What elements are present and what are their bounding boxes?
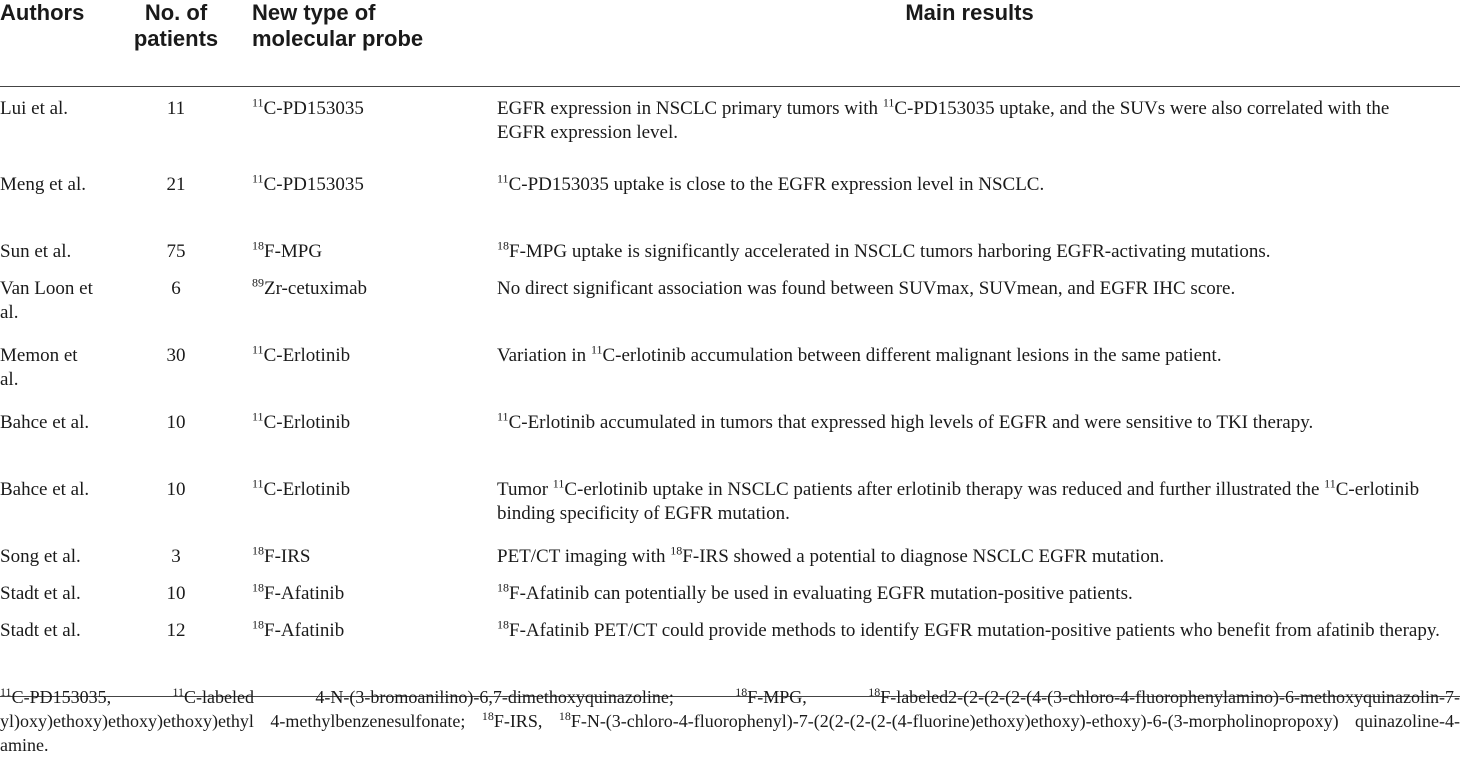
cell-probe: $^{11}$C-PD153035 [252,95,364,119]
isotope-superscript: 11 [882,95,895,110]
cell-probe: $^{18}$F-MPG [252,238,323,262]
header-authors: Authors [0,0,85,25]
table-row [0,411,1460,478]
cell-authors: Meng et al. [0,174,87,195]
isotope-superscript: 18 [558,709,571,723]
table-footnote: $^{11}$C-PD153035, $^{11}$C-labeled 4-N-(3-bromoanilino)-6,7-dimethoxyquinazoline; $^{18}$F-MPG, $^{18}$F-labeled2-(2-(2-(2-(4-(3-chloro-4-fluorophenylamino)-6-methoxyquinazolin-7-yl)oxy)ethoxy)ethoxy)ethoxy)ethyl 4-methylbenzenesulfonate; $^{18}$F-IRS, $^{18}$F-N-(3-chloro-4-fluorophenyl)-7-(2(2-(2-(2-(4-fluorine)ethoxy)ethoxy)-ethoxy)-6-(3-morpholinopropoxy) quinazoline-4-amine. [0,685,1460,755]
isotope-superscript: 11 [497,171,509,186]
isotope-superscript: 11 [552,476,565,491]
cell-results: PET/CT imaging with $^{18}$F-IRS showed a potential to diagnose NSCLC EGFR mutation. [497,543,1165,567]
cell-results: No direct significant association was found between SUVmax, SUVmean, and EGFR IHC score. [497,278,1236,299]
isotope-superscript: 18 [252,617,264,632]
cell-patients: 21 [166,174,186,195]
isotope-superscript: 18 [670,543,683,558]
cell-probe: $^{18}$F-IRS [252,543,311,567]
cell-authors: Bahce et al. [0,479,90,500]
isotope-superscript: 18 [497,580,509,595]
table-row [0,344,1460,411]
table-row [0,545,1460,582]
header-probe: New type of molecular probe [252,0,424,51]
isotope-superscript: 11 [172,685,185,699]
cell-results: $^{11}$C-PD153035 uptake is close to the EGFR expression level in NSCLC. [497,171,1045,195]
isotope-superscript: 11 [252,476,264,491]
cell-patients: 30 [166,345,186,366]
cell-patients: 11 [166,97,186,119]
isotope-superscript: 18 [252,580,264,595]
cell-patients: 75 [166,241,186,262]
cell-probe: $^{11}$C-Erlotinib [252,342,351,366]
isotope-superscript: 89 [252,275,264,290]
isotope-superscript: 18 [252,238,264,253]
cell-authors: Song et al. [0,546,81,567]
header-results: Main results [905,0,1034,25]
isotope-superscript: 11 [497,409,509,424]
cell-authors: Van Loon et al. [0,278,93,323]
cell-probe: $^{11}$C-Erlotinib [252,476,351,500]
isotope-superscript: 18 [497,617,509,632]
cell-probe: $^{11}$C-PD153035 [252,171,364,195]
isotope-superscript: 18 [497,238,509,253]
cell-probe: $^{89}$Zr-cetuximab [252,275,368,299]
cell-results: $^{18}$F-MPG uptake is significantly accelerated in NSCLC tumors harboring EGFR-activating mutations. [497,238,1271,262]
isotope-superscript: 11 [252,95,264,110]
cell-authors: Bahce et al. [0,412,90,433]
isotope-superscript: 11 [590,342,603,357]
cell-probe: $^{18}$F-Afatinib [252,580,345,604]
isotope-superscript: 11 [252,342,264,357]
cell-results: Variation in $^{11}$C-erlotinib accumulation between different malignant lesions in the same patient. [497,342,1222,366]
table-row [0,582,1460,619]
isotope-superscript: 11 [252,171,264,186]
cell-patients: 10 [166,479,186,500]
cell-patients: 3 [171,546,181,567]
table-body [0,86,1460,696]
isotope-superscript: 18 [735,685,748,699]
cell-results: Tumor $^{11}$C-erlotinib uptake in NSCLC patients after erlotinib therapy was reduced and further illustrated the $^{11}$C-erlotinib binding specificity of EGFR mutation. [497,476,1420,524]
isotope-superscript: 18 [868,685,881,699]
cell-patients: 10 [166,583,186,604]
isotope-superscript: 11 [1324,476,1336,491]
isotope-superscript: 11 [0,685,12,699]
cell-authors: Stadt et al. [0,620,81,641]
isotope-superscript: 18 [481,709,494,723]
cell-results: $^{11}$C-Erlotinib accumulated in tumors that expressed high levels of EGFR and were sensitive to TKI therapy. [497,409,1314,433]
cell-results: EGFR expression in NSCLC primary tumors with $^{11}$C-PD153035 uptake, and the SUVs were also correlated with the EGFR expression level. [497,95,1390,143]
cell-authors: Lui et al. [0,97,69,119]
cell-results: $^{18}$F-Afatinib can potentially be used in evaluating EGFR mutation-positive patients. [497,580,1133,604]
cell-authors: Stadt et al. [0,583,81,604]
table-row [0,478,1460,545]
header-patients: No. of patients [133,0,219,51]
cell-authors: Sun et al. [0,241,72,262]
cell-probe: $^{18}$F-Afatinib [252,617,345,641]
cell-patients: 10 [166,412,186,433]
table-row [0,240,1460,277]
cell-patients: 12 [166,620,186,641]
cell-probe: $^{11}$C-Erlotinib [252,409,351,433]
table-row [0,277,1460,344]
isotope-superscript: 11 [252,409,264,424]
table-row [0,86,1460,173]
cell-results: $^{18}$F-Afatinib PET/CT could provide methods to identify EGFR mutation-positive patients who benefit from afatinib therapy. [497,617,1440,641]
cell-patients: 6 [171,278,181,299]
table-row [0,173,1460,240]
cell-authors: Memon et al. [0,345,78,390]
table-header [0,0,1460,86]
isotope-superscript: 18 [252,543,264,558]
